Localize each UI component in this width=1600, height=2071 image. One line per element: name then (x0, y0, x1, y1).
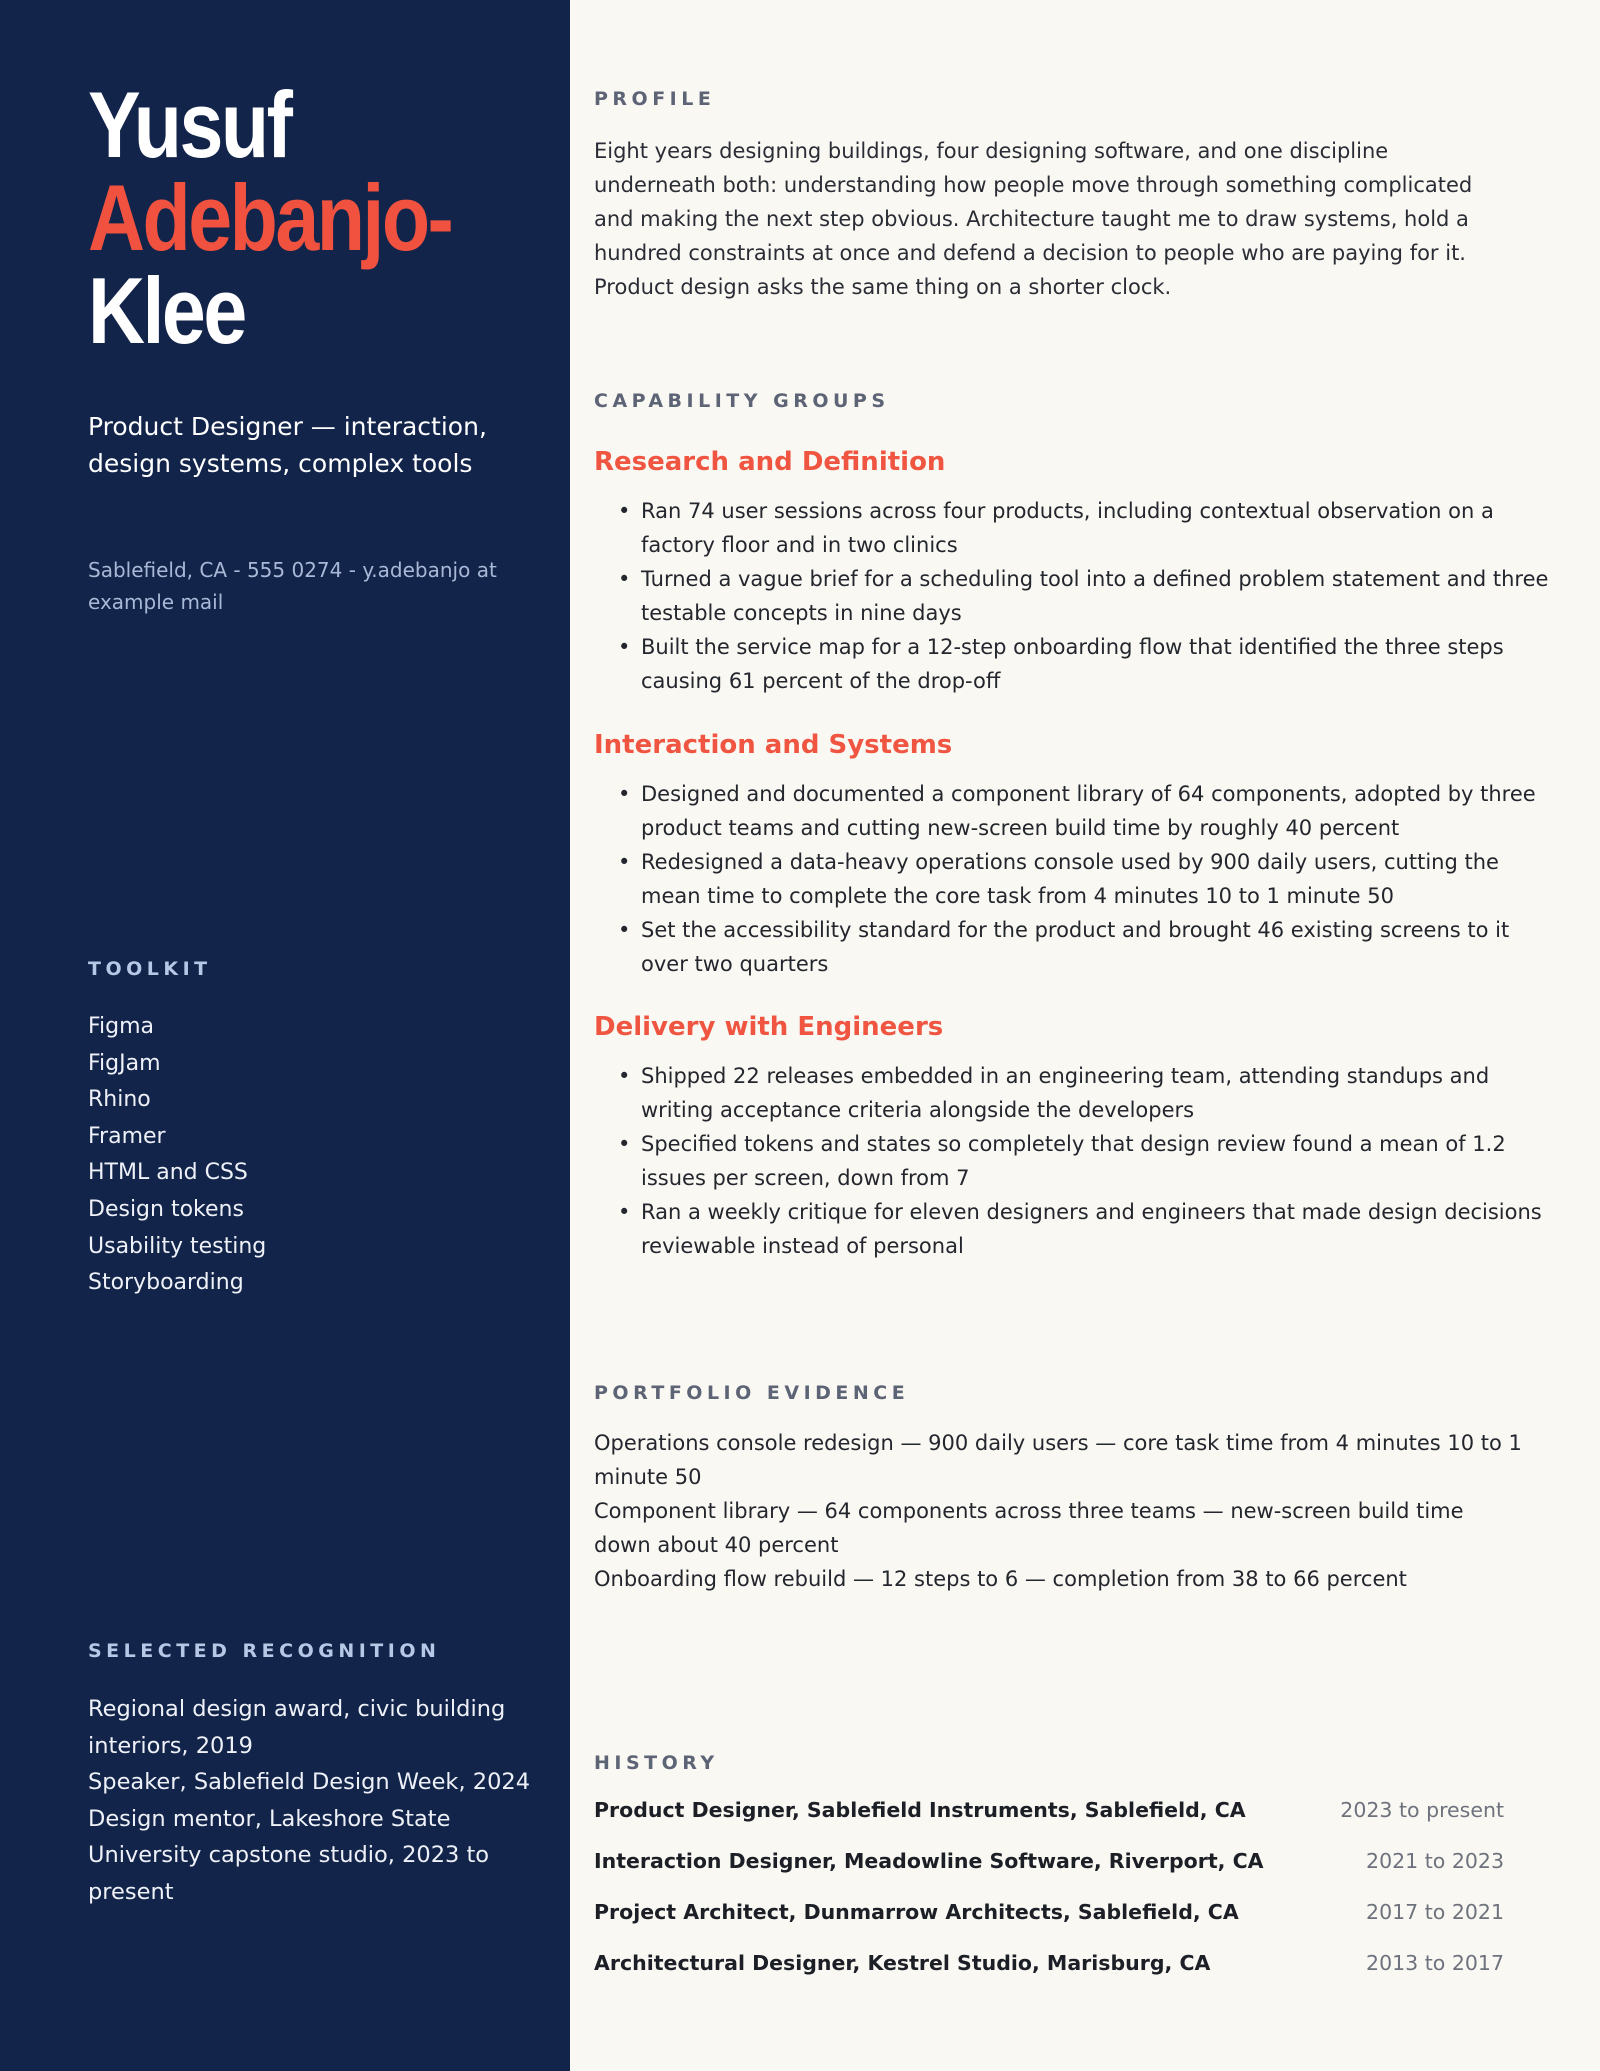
history-role: Project Architect, Dunmarrow Architects, Sablefield, CA (594, 1900, 1239, 1924)
history-entry (594, 1798, 1554, 1832)
recognition-heading: SELECTED RECOGNITION (88, 1640, 441, 1662)
history-dates: 2013 to 2017 (1366, 1951, 1504, 1975)
portfolio-item: Onboarding flow rebuild — 12 steps to 6 — completion from 38 to 66 percent (594, 1567, 1407, 1591)
contact-line: Sablefield, CA - 555 0274 - y.adebanjo at example mail (88, 558, 497, 614)
recognition-item: Design mentor, Lakeshore State University capstone studio, 2023 to present (88, 1805, 490, 1905)
toolkit-item: FigJam (88, 1050, 161, 1076)
toolkit-item: Storyboarding (88, 1270, 244, 1296)
portfolio-item: Operations console redesign — 900 daily users — core task time from 4 minutes 10 to 1 minute 50 (594, 1431, 1522, 1489)
portfolio-list (594, 1426, 1524, 1596)
name-last-line-1: Adebanjo- (88, 165, 452, 270)
main-content (570, 0, 1600, 2071)
toolkit-item: HTML and CSS (88, 1160, 248, 1186)
history-entry (594, 1849, 1554, 1883)
group-title-research: Research and Definition (594, 447, 946, 477)
bullet-item: • Ran 74 user sessions across four products, including contextual observation on a factory floor and in two clinics (594, 494, 1554, 562)
research-bullets (594, 494, 1554, 698)
interaction-bullets (594, 777, 1554, 981)
bullet-item: • Shipped 22 releases embedded in an engineering team, attending standups and writing acceptance criteria alongside the developers (594, 1059, 1554, 1127)
tagline: Product Designer — interaction, design systems, complex tools (88, 412, 487, 478)
toolkit-item: Usability testing (88, 1233, 267, 1259)
toolkit-item: Rhino (88, 1087, 151, 1113)
bullet-item: • Redesigned a data-heavy operations console used by 900 daily users, cutting the mean time to complete the core task from 4 minutes 10 to 1 minute 50 (594, 845, 1554, 913)
history-dates: 2021 to 2023 (1366, 1849, 1504, 1873)
toolkit-list (88, 1009, 266, 1302)
group-title-interaction: Interaction and Systems (594, 730, 953, 760)
delivery-bullets (594, 1059, 1554, 1263)
bullet-item: • Built the service map for a 12-step onboarding flow that identified the three steps causing 61 percent of the drop-off (594, 630, 1554, 698)
history-role: Architectural Designer, Kestrel Studio, Marisburg, CA (594, 1951, 1211, 1975)
bullet-item: • Turned a vague brief for a scheduling tool into a defined problem statement and three testable concepts in nine days (594, 562, 1554, 630)
history-dates: 2017 to 2021 (1366, 1900, 1504, 1924)
toolkit-item: Design tokens (88, 1196, 244, 1222)
name-first: Yusuf (88, 72, 291, 177)
group-title-delivery: Delivery with Engineers (594, 1012, 944, 1042)
history-heading: HISTORY (594, 1752, 719, 1774)
portfolio-item: Component library — 64 components across three teams — new-screen build time down about 40 percent (594, 1499, 1464, 1557)
profile-heading: PROFILE (594, 88, 716, 110)
recognition-item: Speaker, Sablefield Design Week, 2024 (88, 1769, 531, 1796)
name-last-line-2: Klee (88, 258, 245, 363)
toolkit-item: Figma (88, 1014, 155, 1039)
history-entry (594, 1951, 1554, 1985)
profile-text: Eight years designing buildings, four designing software, and one discipline underneath both: understanding how people move through something complicated and making the next step obvious. Architecture taught me to draw systems, hold a hundred constraints at once and defend a decision to people who are paying for it. Product design asks the same thing on a shorter clock. (594, 139, 1473, 299)
sidebar (0, 0, 570, 2071)
bullet-item: • Ran a weekly critique for eleven designers and engineers that made design decisions reviewable instead of personal (594, 1195, 1554, 1263)
capabilities-heading: CAPABILITY GROUPS (594, 390, 890, 412)
history-role: Interaction Designer, Meadowline Software, Riverport, CA (594, 1849, 1264, 1873)
history-role: Product Designer, Sablefield Instruments, Sablefield, CA (594, 1798, 1246, 1822)
history-entry (594, 1900, 1554, 1934)
recognition-list (88, 1691, 553, 1911)
bullet-item: • Set the accessibility standard for the product and brought 46 existing screens to it over two quarters (594, 913, 1554, 981)
recognition-item: Regional design award, civic building interiors, 2019 (88, 1696, 506, 1759)
toolkit-heading: TOOLKIT (88, 958, 212, 980)
toolkit-item: Framer (88, 1123, 166, 1149)
portfolio-heading: PORTFOLIO EVIDENCE (594, 1382, 910, 1404)
bullet-item: • Specified tokens and states so completely that design review found a mean of 1.2 issues per screen, down from 7 (594, 1127, 1554, 1195)
history-dates: 2023 to present (1340, 1798, 1504, 1822)
bullet-item: • Designed and documented a component library of 64 components, adopted by three product teams and cutting new-screen build time by roughly 40 percent (594, 777, 1554, 845)
candidate-name (88, 72, 452, 363)
